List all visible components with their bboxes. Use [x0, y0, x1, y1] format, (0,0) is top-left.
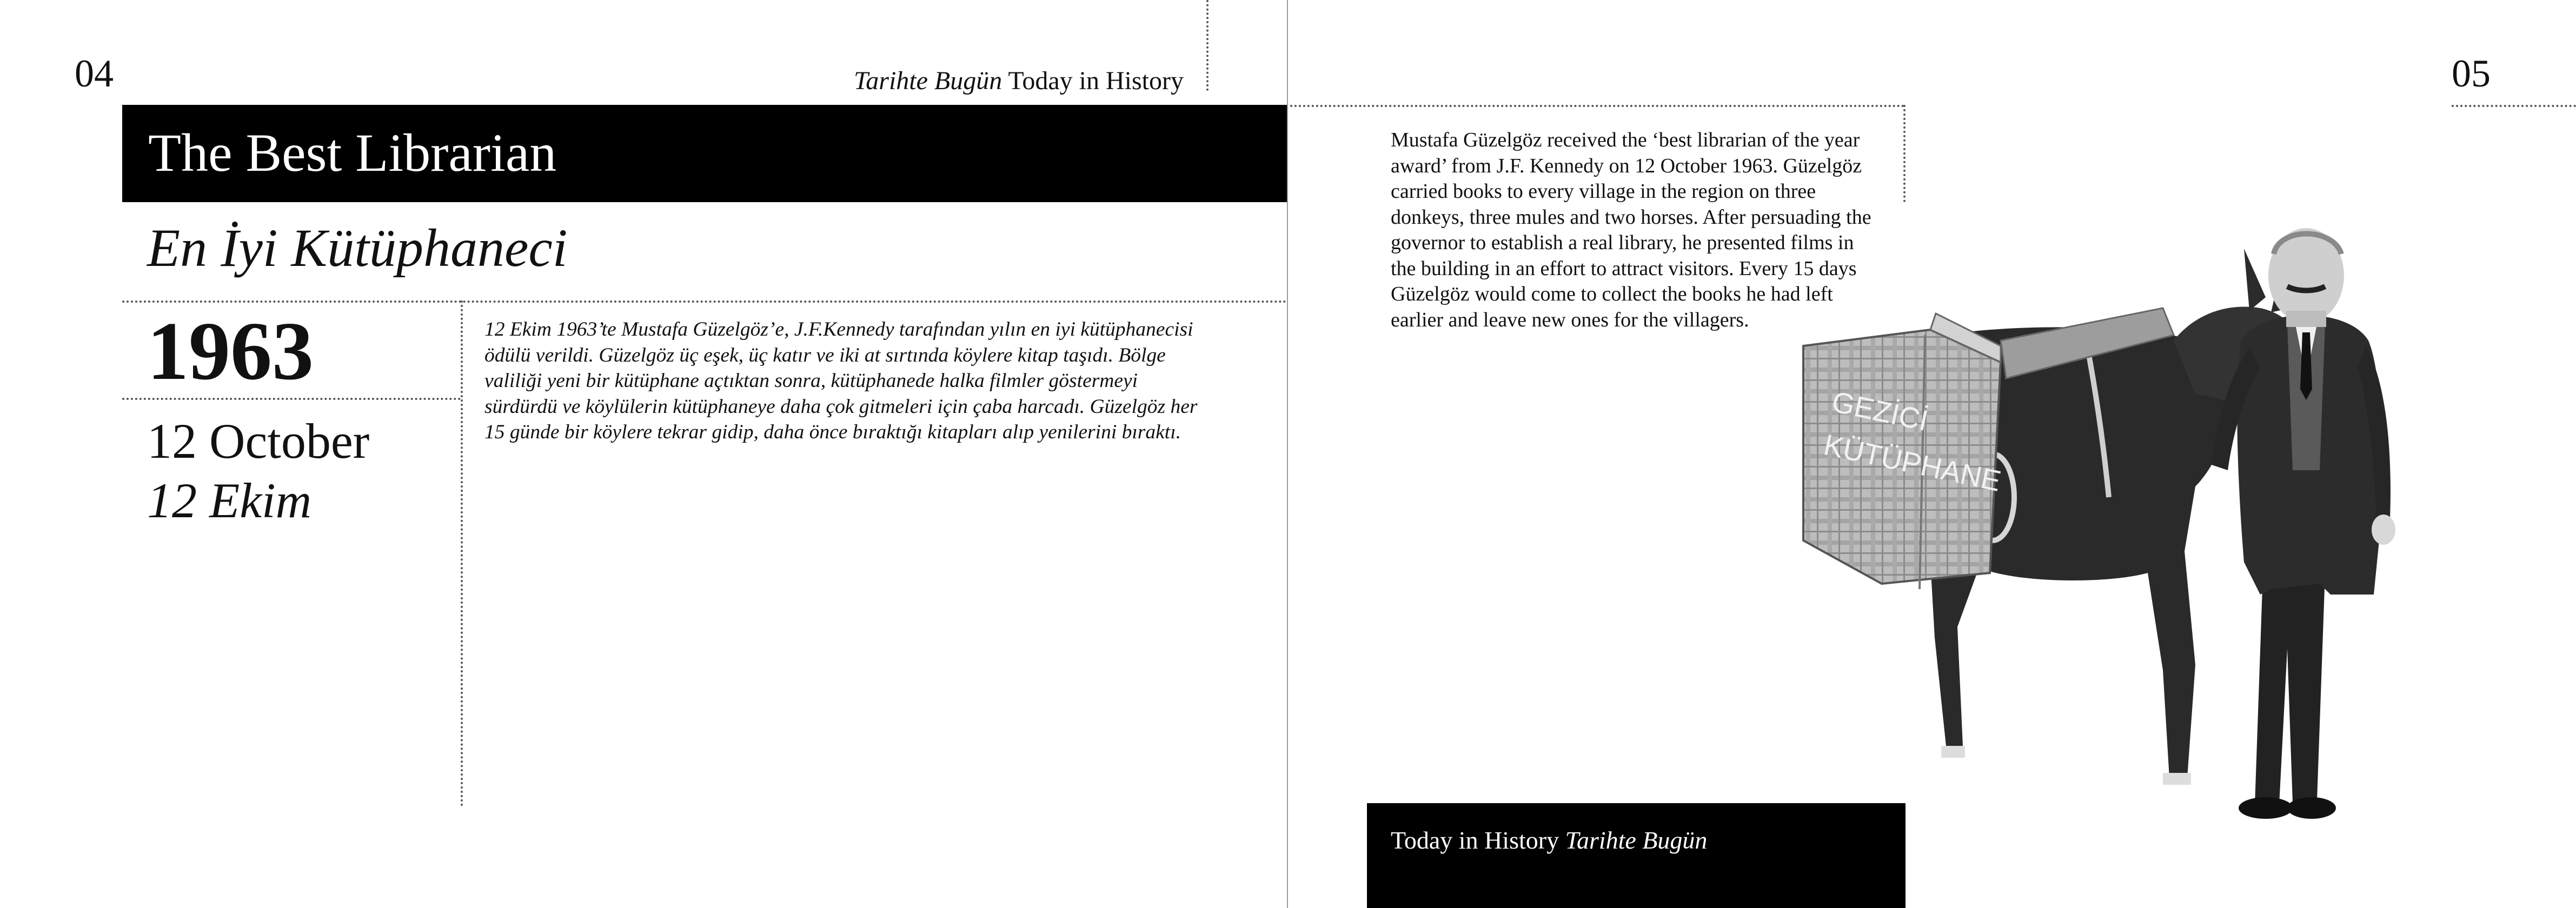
footer-title-en: Today in History — [1391, 826, 1559, 854]
running-header-tr: Tarihte Bugün — [853, 66, 1002, 95]
section-dotted-rule — [122, 301, 1287, 303]
crate-label-line2: KÜTÜPHANE — [1821, 429, 2004, 498]
date-tr: 12 Ekim — [147, 473, 312, 528]
column-dotted-rule — [461, 301, 463, 806]
footer-bar — [1367, 803, 1906, 908]
year-dotted-rule — [122, 398, 461, 400]
page-number-dotted-rule — [2452, 105, 2576, 107]
title-bar — [122, 105, 1287, 202]
right-dotted-rule — [1903, 105, 1906, 202]
date-en: 12 October — [147, 413, 370, 469]
body-text-tr: 12 Ekim 1963’te Mustafa Güzelgöz’e, J.F.Kennedy tarafından yılın en iyi kütüphanecisi ödülü verildi. Güzelgöz üç eşek, üç katır ve iki at sırtında köylere kitap taşıdı. Bölge valiliği yeni bir kütüphane açtıktan sonra, kütüphanede halka filmler göstermeyi sürdürdü ve köylülerin kütüphaneye daha çok gitmeleri için çaba harcadı. Güzelgöz her 15 günde bir köylere tekrar gidip, daha önce bıraktığı kitapları alıp yenilerini bıraktı. — [484, 318, 1198, 443]
title-en: The Best Librarian — [148, 123, 557, 183]
year: 1963 — [147, 305, 314, 397]
crate-label-line1: GEZİCİ — [1829, 385, 1931, 438]
top-dotted-rule — [1290, 105, 1904, 107]
running-header-en: Today in History — [1008, 66, 1184, 95]
header-dotted-rule — [1206, 0, 1209, 91]
book-spine — [1287, 0, 1288, 908]
running-header — [854, 66, 1184, 96]
librarian-illustration — [1784, 216, 2455, 822]
page-number-right: 05 — [2452, 52, 2491, 95]
page-number-left: 04 — [75, 52, 114, 95]
footer-title-tr: Tarihte Bugün — [1565, 826, 1708, 854]
body-text-en: Mustafa Güzelgöz received the ‘best librarian of the year award’ from J.F. Kennedy on 12 October 1963. Güzelgöz carried books to every village in the region on three donkeys, three mules and two horses. After persuading the governor to establish a real library, he presented films in the building in an effort to attract visitors. Every 15 days Güzelgöz would come to collect the books he had left earlier and leave new ones for the villagers. — [1391, 129, 1871, 331]
title-tr: En İyi Kütüphaneci — [147, 218, 568, 278]
footer-title — [1391, 826, 1707, 854]
